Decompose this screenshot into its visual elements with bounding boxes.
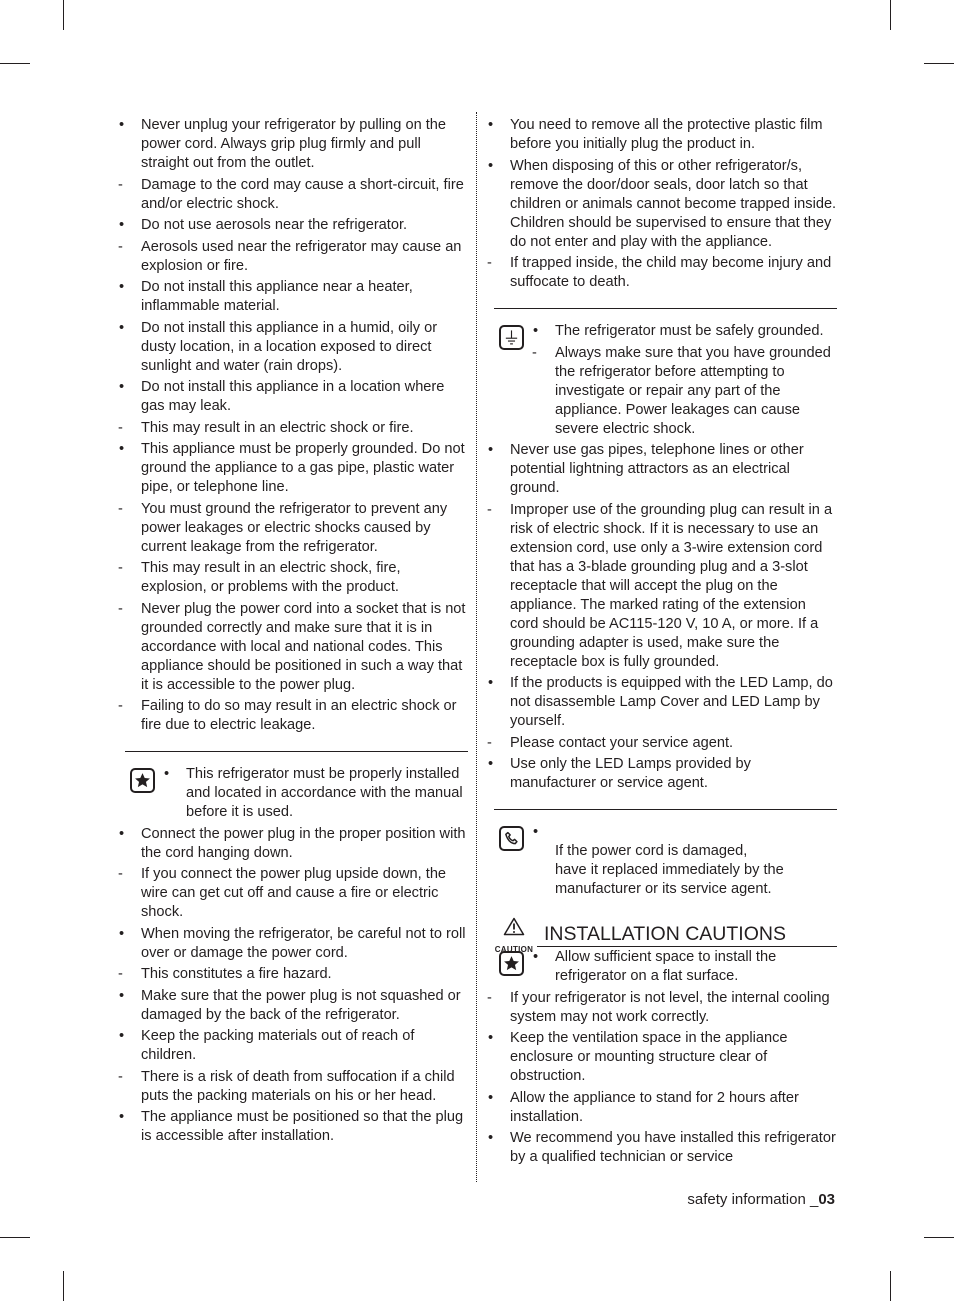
item-text: Improper use of the grounding plug can result in a risk of electric shock. If it is necessary to use an extension cord, use only a 3-wire extension cord that has a 3-blade grounding plug and a 3-slot receptacle that will accept the plug on the appliance. The marked rating of the extension cord should be AC115-120 V, 10 A, or more. If a grounding adapter is used, make sure the receptacle box is fully grounded. bbox=[510, 501, 833, 670]
bullet-item bbox=[487, 1029, 837, 1086]
item-list bbox=[487, 989, 837, 1168]
bullet-marker: • bbox=[488, 1030, 494, 1046]
item-text: Connect the power plug in the proper position with the cord hanging down. bbox=[141, 825, 466, 861]
dash-marker: - bbox=[118, 866, 123, 882]
item-text: If your refrigerator is not level, the internal cooling system may not work correctly. bbox=[510, 989, 830, 1025]
crop-mark bbox=[890, 0, 891, 30]
left-column bbox=[118, 116, 468, 1149]
bullet-marker: • bbox=[119, 825, 125, 842]
star-icon bbox=[130, 768, 155, 793]
section-header bbox=[487, 913, 837, 954]
bullet-marker: • bbox=[488, 157, 494, 174]
item-text: Failing to do so may result in an electric shock or fire due to electric leakage. bbox=[141, 698, 457, 733]
ground-icon bbox=[499, 325, 524, 350]
dash-marker: - bbox=[487, 989, 492, 1006]
bullet-marker: • bbox=[488, 675, 494, 691]
item-text: If you connect the power plug upside down, the wire can get cut off and cause a fire or electric shock. bbox=[141, 866, 447, 920]
bullet-marker: • bbox=[119, 987, 125, 1004]
separator bbox=[494, 809, 837, 810]
section-rule bbox=[537, 946, 837, 947]
item-text: The appliance must be positioned so that the plug is accessible after installation. bbox=[141, 1109, 464, 1144]
item-text: Damage to the cord may cause a short-circuit, fire and/or electric shock. bbox=[141, 176, 464, 212]
crop-mark bbox=[890, 1271, 891, 1301]
notice-phone bbox=[487, 823, 837, 899]
right-column bbox=[487, 116, 837, 1170]
item-text: This appliance must be properly grounded. Do not ground the appliance to a gas pipe, plastic water pipe, or telephone line. bbox=[141, 441, 465, 495]
dash-item bbox=[118, 697, 468, 735]
item-text: When moving the refrigerator, be careful not to roll over or damage the power cord. bbox=[141, 925, 466, 961]
bullet-item bbox=[118, 278, 468, 316]
bullet-item bbox=[118, 987, 468, 1025]
dash-item bbox=[532, 344, 837, 439]
dash-item bbox=[118, 500, 468, 557]
bullet-marker: • bbox=[533, 323, 539, 339]
bullet-marker: • bbox=[119, 279, 125, 295]
dash-item bbox=[118, 865, 468, 922]
dash-item bbox=[118, 965, 468, 984]
bullet-marker: • bbox=[119, 1109, 125, 1125]
bullet-marker: • bbox=[119, 117, 125, 133]
crop-mark bbox=[63, 1271, 64, 1301]
star-icon bbox=[499, 951, 524, 976]
bullet-marker: • bbox=[488, 117, 494, 133]
bullet-marker: • bbox=[119, 925, 125, 942]
dash-item bbox=[118, 176, 468, 214]
item-text: Please contact your service agent. bbox=[510, 734, 734, 751]
bullet-item bbox=[487, 116, 837, 154]
item-text: Do not install this appliance in a humid, oily or dusty location, in a location exposed to direct sunlight and water (rain drops). bbox=[141, 319, 438, 374]
bullet-marker: • bbox=[488, 442, 494, 458]
bullet-marker: • bbox=[119, 217, 125, 233]
warning-triangle-icon bbox=[503, 917, 525, 936]
bullet-marker: • bbox=[119, 441, 125, 457]
caution-label: CAUTION bbox=[494, 945, 534, 954]
dash-marker: - bbox=[487, 255, 492, 271]
item-list bbox=[118, 116, 468, 735]
bullet-marker: • bbox=[488, 1089, 494, 1106]
item-text: Keep the packing materials out of reach of children. bbox=[141, 1028, 415, 1063]
notice-text: Allow sufficient space to install the refrigerator on a flat surface. bbox=[555, 949, 777, 984]
list-item: • If the power cord is damaged, have it replaced immediately by the manufacturer or its service agent. bbox=[533, 824, 784, 897]
footer-label: safety information _ bbox=[687, 1191, 819, 1208]
notice-text: This refrigerator must be properly installed and located in accordance with the manual before it is used. bbox=[186, 766, 463, 820]
dash-item bbox=[118, 1068, 468, 1106]
bullet-item bbox=[118, 319, 468, 376]
bullet-item bbox=[118, 1027, 468, 1065]
bullet-item bbox=[118, 1108, 468, 1146]
item-text: If trapped inside, the child may become injury and suffocate to death. bbox=[510, 255, 832, 290]
item-list bbox=[487, 116, 837, 292]
bullet-marker: • bbox=[488, 1130, 494, 1146]
bullet-item bbox=[118, 825, 468, 863]
item-text: Always make sure that you have grounded the refrigerator before attempting to investigate or repair any part of the appliance. Power leakages can cause severe electric shock. bbox=[555, 344, 831, 437]
item-text: There is a risk of death from suffocation if a child puts the packing materials on his or her head. bbox=[141, 1068, 455, 1104]
dash-marker: - bbox=[532, 344, 537, 361]
page-footer bbox=[687, 1190, 835, 1209]
crop-mark bbox=[0, 1237, 30, 1238]
item-text: Make sure that the power plug is not squashed or damaged by the back of the refrigerator. bbox=[141, 987, 461, 1023]
list-item: • Allow sufficient space to install the refrigerator on a flat surface. bbox=[533, 949, 777, 984]
item-text: Allow the appliance to stand for 2 hours after installation. bbox=[510, 1089, 799, 1125]
bullet-item bbox=[487, 441, 837, 498]
bullet-item bbox=[532, 322, 837, 341]
dash-marker: - bbox=[118, 698, 123, 714]
separator bbox=[125, 751, 468, 752]
item-text: Use only the LED Lamps provided by manufacturer or service agent. bbox=[510, 756, 751, 791]
dash-marker: - bbox=[487, 501, 492, 518]
dash-item bbox=[487, 254, 837, 292]
item-list bbox=[487, 441, 837, 793]
item-list bbox=[118, 825, 468, 1147]
notice-star bbox=[118, 765, 468, 822]
bullet-marker: • bbox=[119, 379, 125, 395]
notice-text: If the power cord is damaged, have it replaced immediately by the manufacturer or its service agent. bbox=[555, 843, 784, 897]
item-text: Do not install this appliance in a location where gas may leak. bbox=[141, 379, 445, 414]
bullet-marker: • bbox=[119, 1028, 125, 1044]
item-text: You must ground the refrigerator to prevent any power leakages or electric shocks caused by current leakage from the refrigerator. bbox=[141, 500, 448, 555]
bullet-item bbox=[487, 157, 837, 252]
dash-item bbox=[118, 559, 468, 597]
item-text: Do not use aerosols near the refrigerator. bbox=[141, 217, 408, 233]
item-text: If the products is equipped with the LED Lamp, do not disassemble Lamp Cover and LED Lamp by yourself. bbox=[510, 675, 833, 729]
dash-item bbox=[118, 600, 468, 695]
notice-ground bbox=[487, 322, 837, 439]
crop-mark bbox=[0, 63, 30, 64]
item-text: When disposing of this or other refrigerator/s, remove the door/door seals, door latch so that children or animals cannot become trapped inside. Children should be supervised to ensure that they do not enter and play with the appliance. bbox=[510, 157, 837, 250]
dash-marker: - bbox=[118, 176, 123, 193]
item-text: Never unplug your refrigerator by pulling on the power cord. Always grip plug firmly and pull straight out from the outlet. bbox=[141, 117, 447, 171]
bullet-item bbox=[487, 674, 837, 731]
notice-star bbox=[487, 948, 837, 986]
dash-marker: - bbox=[118, 500, 123, 517]
item-text: Aerosols used near the refrigerator may cause an explosion or fire. bbox=[141, 238, 462, 274]
dash-marker: - bbox=[118, 238, 123, 255]
bullet-item bbox=[118, 116, 468, 173]
bullet-item bbox=[118, 216, 468, 235]
dash-item bbox=[118, 238, 468, 276]
crop-mark bbox=[924, 63, 954, 64]
crop-mark bbox=[63, 0, 64, 30]
dash-marker: - bbox=[118, 560, 123, 576]
dash-item bbox=[487, 989, 837, 1027]
section-title: INSTALLATION CAUTIONS bbox=[544, 923, 786, 945]
bullet-item bbox=[118, 440, 468, 497]
item-text: Never plug the power cord into a socket that is not grounded correctly and make sure that it is in accordance with local and national codes. This appliance should be positioned in such a way that it is accessible to the power plug. bbox=[141, 600, 466, 693]
item-text: Keep the ventilation space in the appliance enclosure or mounting structure clear of obstruction. bbox=[510, 1030, 788, 1084]
dash-marker: - bbox=[118, 600, 123, 617]
bullet-item bbox=[118, 925, 468, 963]
dash-marker: - bbox=[487, 734, 492, 751]
dash-item bbox=[487, 501, 837, 672]
crop-mark bbox=[924, 1237, 954, 1238]
item-text: The refrigerator must be safely grounded. bbox=[555, 323, 824, 339]
bullet-item bbox=[118, 378, 468, 416]
dash-item bbox=[487, 734, 837, 753]
column-divider bbox=[476, 112, 477, 1182]
bullet-item bbox=[487, 1129, 837, 1167]
item-text: This constitutes a fire hazard. bbox=[141, 966, 332, 982]
bullet-item bbox=[487, 755, 837, 793]
list-item: • This refrigerator must be properly installed and located in accordance with the manual before it is used. bbox=[164, 766, 463, 820]
dash-item bbox=[118, 419, 468, 438]
page-number: 03 bbox=[818, 1191, 835, 1208]
bullet-marker: • bbox=[119, 319, 125, 336]
item-text: Never use gas pipes, telephone lines or other potential lightning attractors as an electrical ground. bbox=[510, 442, 804, 496]
phone-icon bbox=[499, 826, 524, 851]
item-text: This may result in an electric shock or fire. bbox=[141, 419, 414, 436]
dash-marker: - bbox=[118, 966, 123, 982]
dash-marker: - bbox=[118, 419, 123, 436]
bullet-item bbox=[487, 1089, 837, 1127]
item-text: We recommend you have installed this refrigerator by a qualified technician or service bbox=[510, 1130, 836, 1165]
item-text: You need to remove all the protective plastic film before you initially plug the product in. bbox=[510, 117, 823, 152]
item-text: Do not install this appliance near a heater, inflammable material. bbox=[141, 279, 413, 314]
bullet-marker: • bbox=[488, 756, 494, 772]
item-list bbox=[532, 322, 837, 439]
item-text: This may result in an electric shock, fire, explosion, or problems with the product. bbox=[141, 560, 401, 595]
separator bbox=[494, 308, 837, 309]
dash-marker: - bbox=[118, 1068, 123, 1085]
